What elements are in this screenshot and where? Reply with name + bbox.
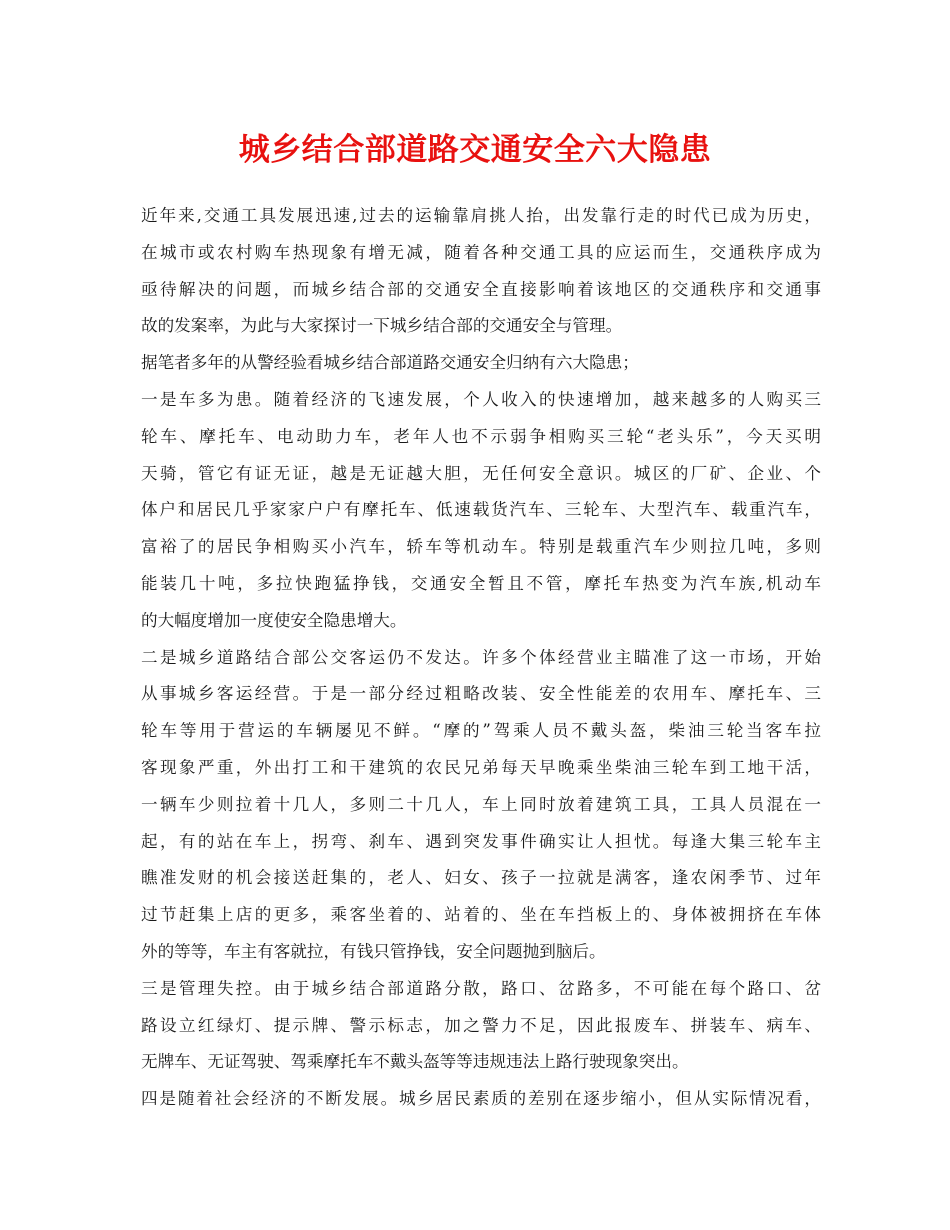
paragraph <box>141 640 821 971</box>
text-line: 故的发案率，为此与大家探讨一下城乡结合部的交通安全与管理。 <box>141 316 623 336</box>
document-title: 城乡结合部道路交通安全六大隐患 <box>238 132 712 168</box>
text-line: 富裕了的居民争相购买小汽车，轿车等机动车。特别是载重汽车少则拉几吨，多则 <box>141 537 821 557</box>
text-line: 四是随着社会经济的不断发展。城乡居民素质的差别在逐步缩小，但从实际情况看， <box>141 1089 821 1109</box>
text-line: 三是管理失控。由于城乡结合部道路分散，路口、岔路多，不可能在每个路口、岔 <box>141 978 821 998</box>
text-line: 据笔者多年的从警经验看城乡结合部道路交通安全归纳有六大隐患； <box>141 353 639 373</box>
paragraph <box>141 198 821 345</box>
text-line: 轮车、摩托车、电动助力车，老年人也不示弱争相购买三轮“老头乐”，今天买明 <box>141 426 821 446</box>
paragraph <box>141 345 821 382</box>
text-line: 轮车等用于营运的车辆屡见不鲜。“摩的”驾乘人员不戴头盔，柴油三轮当客车拉 <box>141 721 821 741</box>
text-line: 一是车多为患。随着经济的飞速发展，个人收入的快速增加，越来越多的人购买三 <box>141 389 821 409</box>
text-line: 路设立红绿灯、提示牌、警示标志，加之警力不足，因此报废车、拼装车、病车、 <box>141 1015 821 1035</box>
paragraph <box>141 971 821 1081</box>
text-line: 天骑，管它有证无证，越是无证越大胆，无任何安全意识。城区的厂矿、企业、个 <box>141 463 821 483</box>
text-line: 在城市或农村购车热现象有增无减，随着各种交通工具的应运而生，交通秩序成为 <box>141 242 821 262</box>
text-line: 从事城乡客运经营。于是一部分经过粗略改装、安全性能差的农用车、摩托车、三 <box>141 684 821 704</box>
text-line: 体户和居民几乎家家户户有摩托车、低速载货汽车、三轮车、大型汽车、载重汽车， <box>141 500 821 520</box>
text-line: 起，有的站在车上，拐弯、刹车、遇到突发事件确实让人担忧。每逢大集三轮车主 <box>141 831 821 851</box>
text-line: 一辆车少则拉着十几人，多则二十几人，车上同时放着建筑工具，工具人员混在一 <box>141 794 821 814</box>
text-line: 的大幅度增加一度使安全隐患增大。 <box>141 610 407 630</box>
document-body <box>141 198 821 1118</box>
text-line: 近年来,交通工具发展迅速,过去的运输靠肩挑人抬，出发靠行走的时代已成为历史， <box>141 206 821 225</box>
paragraph <box>141 382 821 640</box>
text-line: 亟待解决的问题，而城乡结合部的交通安全直接影响着该地区的交通秩序和交通事 <box>141 279 821 299</box>
paragraph <box>141 1081 821 1118</box>
text-line: 外的等等，车主有客就拉，有钱只管挣钱，安全问题抛到脑后。 <box>141 941 606 961</box>
text-line: 瞧准发财的机会接送赶集的，老人、妇女、孩子一拉就是满客，逢农闲季节、过年 <box>141 868 821 888</box>
text-line: 过节赶集上店的更多，乘客坐着的、站着的、坐在车挡板上的、身体被拥挤在车体 <box>141 905 821 925</box>
text-line: 能装几十吨，多拉快跑猛挣钱，交通安全暂且不管，摩托车热变为汽车族,机动车 <box>141 573 821 593</box>
text-line: 二是城乡道路结合部公交客运仍不发达。许多个体经营业主瞄准了这一市场，开始 <box>141 647 821 667</box>
text-line: 无牌车、无证驾驶、驾乘摩托车不戴头盔等等违规违法上路行驶现象突出。 <box>141 1052 689 1072</box>
text-line: 客现象严重，外出打工和干建筑的农民兄弟每天早晚乘坐柴油三轮车到工地干活， <box>141 757 821 777</box>
